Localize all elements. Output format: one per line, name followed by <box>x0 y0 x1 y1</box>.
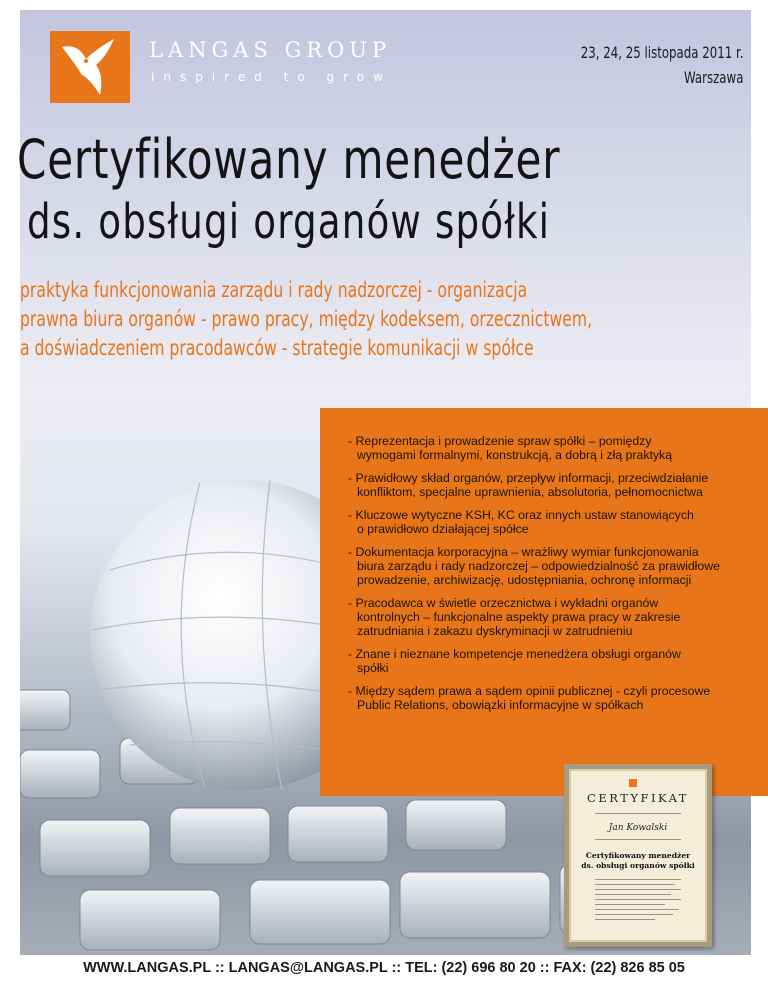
certificate-heading-line1: Certyfikowany menedżer <box>585 851 691 860</box>
program-item: - Pracodawca w świetle orzecznictwa i wykładni organów kontrolnych – funkcjonalne aspekty prawa pracy w zakresie zatrudniania i zakazu dyskryminacji w zatrudnieniu <box>348 596 681 638</box>
certificate-text-line <box>595 813 681 814</box>
certificate-name: Jan Kowalski <box>608 823 668 833</box>
program-item: - Prawidłowy skład organów, przepływ informacji, przeciwdziałanie konfliktom, specjalne uprawnienia, absolutoria, pełnomocnictwa <box>348 471 709 499</box>
main-title-line2: ds. obsługi organów spółki <box>27 194 551 250</box>
certificate-text-line <box>595 914 673 915</box>
certificate-heading <box>569 851 707 871</box>
program-item: - Reprezentacja i prowadzenie spraw spółki – pomiędzy wymogami formalnymi, konstrukcją, a dobrą i złą praktyką <box>348 434 673 462</box>
event-dates: 23, 24, 25 listopada 2011 r. <box>580 43 743 62</box>
certificate-text-line <box>595 879 681 880</box>
program-item: - Dokumentacja korporacyjna – wrażliwy wymiar funkcjonowania biura zarządu i rady nadzorczej – odpowiedzialność za prawidłowe prowadzenie, archiwizację, udostępniania, ochronę informacji <box>348 545 720 587</box>
subtitle-line: prawna biura organów - prawo pracy, między kodeksem, orzecznictwem, <box>20 307 593 331</box>
certificate-logo-icon <box>629 779 637 787</box>
certificate-text-line <box>595 899 681 900</box>
subtitle-line: a doświadczeniem pracodawców - strategie komunikacji w spółce <box>20 336 534 360</box>
certificate-heading-line2: ds. obsługi organów spółki <box>581 861 695 870</box>
certificate-text-line <box>595 909 679 910</box>
program-item: - Znane i nieznane kompetencje menedżera obsługi organów spółki <box>348 647 681 675</box>
subtitle <box>20 276 661 363</box>
certificate-text-line <box>595 884 675 885</box>
certificate-text-line <box>595 904 665 905</box>
contact-footer: WWW.LANGAS.PL :: LANGAS@LANGAS.PL :: TEL: (22) 696 80 20 :: FAX: (22) 826 85 05 <box>83 960 685 976</box>
program-list <box>348 434 768 721</box>
main-title-line1: Certyfikowany menedżer <box>17 128 561 191</box>
certificate-title: CERTYFIKAT <box>587 791 689 805</box>
logo <box>50 31 130 103</box>
program-item: - Kluczowe wytyczne KSH, KC oraz innych ustaw stanowiących o prawidłowo działającej spółce <box>348 508 694 536</box>
brand-name: LANGAS GROUP <box>149 38 392 62</box>
certificate-text-line <box>595 919 655 920</box>
program-item: - Między sądem prawa a sądem opinii publicznej - czyli procesowe Public Relations, obowiązki informacyjne w spółkach <box>348 684 711 712</box>
certificate-text-line <box>595 839 681 840</box>
brand-tagline: inspired to grow <box>151 70 392 84</box>
certificate-text-line <box>595 889 681 890</box>
certificate-text-line <box>595 894 671 895</box>
subtitle-line: praktyka funkcjonowania zarządu i rady nadzorczej - organizacja <box>20 278 528 302</box>
bird-icon <box>56 35 124 99</box>
certificate-image <box>564 764 712 947</box>
event-city: Warszawa <box>683 68 743 87</box>
event-date <box>580 40 743 90</box>
